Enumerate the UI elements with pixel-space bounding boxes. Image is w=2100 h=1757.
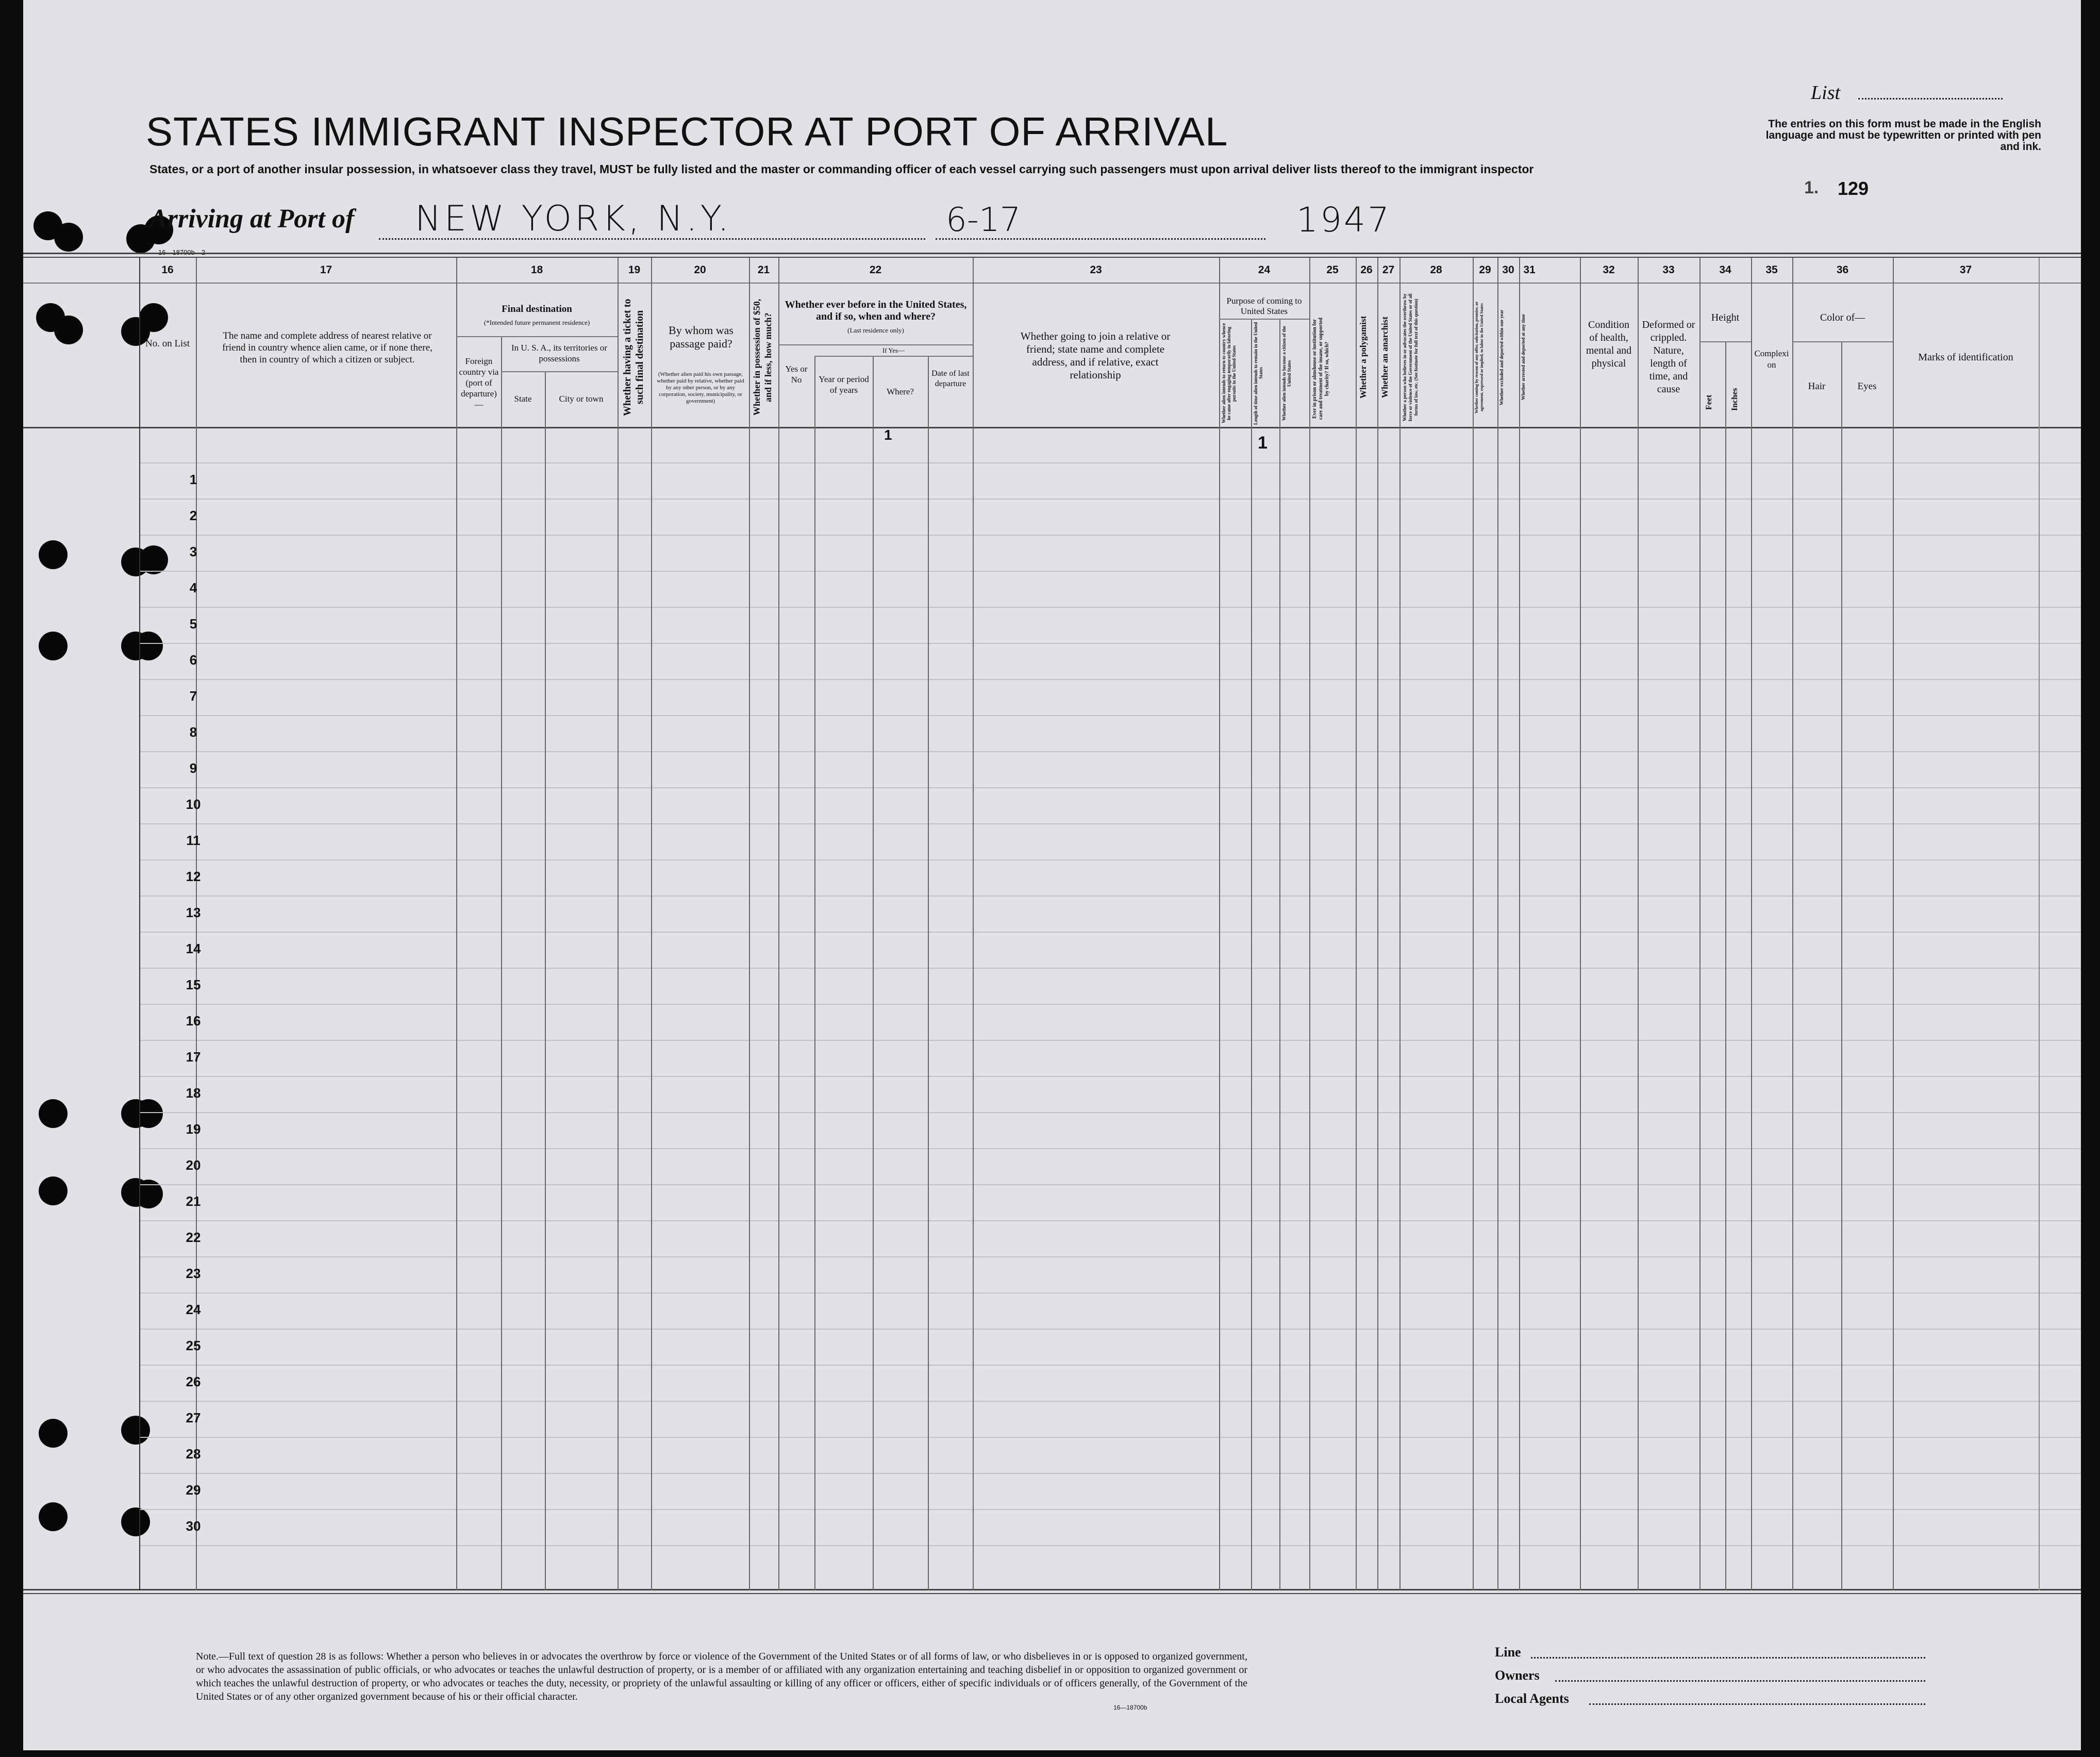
column-divider	[651, 258, 652, 1590]
col22-period: Year or period of years	[819, 374, 869, 395]
col27-label: Whether an anarchist	[1380, 316, 1390, 399]
col24-b: Length of time alien intends to remain in the United States	[1253, 322, 1263, 425]
punch-hole	[39, 1176, 68, 1205]
column-divider	[1399, 258, 1401, 1590]
colnum-20: 20	[694, 264, 706, 276]
colnum-22: 22	[869, 264, 882, 276]
row-number: 8	[189, 724, 197, 740]
punch-hole	[39, 1099, 68, 1128]
row-number: 2	[189, 508, 197, 523]
table-bottom-rule	[23, 1589, 2081, 1590]
colnum-34: 34	[1719, 264, 1731, 276]
row-number: 23	[186, 1266, 201, 1281]
row-number: 26	[186, 1374, 201, 1389]
row-rule	[139, 499, 2081, 500]
col20-note: (Whether alien paid his own passage, whether paid by relative, whether paid by any other person, or by any corporation, society, municipality, or government)	[657, 371, 744, 404]
col18-usa: In U. S. A., its territories or possessions	[511, 343, 608, 363]
row-rule	[139, 1004, 2081, 1005]
col24-label: Purpose of coming to United States	[1226, 296, 1302, 316]
row-rule	[139, 1112, 2081, 1113]
col18-foreign: Foreign country via (port of departure)—	[459, 356, 499, 409]
column-divider	[1377, 258, 1378, 1590]
subheader-rule	[501, 371, 618, 372]
colnum-31: 31	[1523, 264, 1536, 276]
sheet-number: 129	[1838, 178, 1869, 199]
table-top-rule	[23, 253, 2081, 254]
row-rule	[139, 1220, 2081, 1221]
stray-mark: 1	[1258, 433, 1268, 453]
col18-label: Final destination	[502, 304, 572, 314]
column-divider	[1356, 258, 1357, 1590]
column-divider	[1841, 341, 1842, 1590]
row-number: 18	[186, 1085, 201, 1101]
row-rule	[139, 859, 2081, 860]
col32-label: Condition of health, mental and physical	[1586, 319, 1632, 369]
header-bottom-rule	[23, 427, 2081, 428]
column-divider	[501, 336, 502, 1590]
row-rule	[139, 932, 2081, 933]
col26-label: Whether a polygamist	[1358, 316, 1368, 399]
row-number: 24	[186, 1302, 201, 1317]
row-number: 30	[186, 1518, 201, 1534]
col25-label: Ever in prison or almshouse or institution for care and treatment of the insane, or supported by charity? If so, which?	[1312, 318, 1330, 420]
manifest-sheet	[23, 0, 2081, 1757]
col36-hair: Hair	[1808, 381, 1826, 392]
row-rule	[139, 787, 2081, 788]
punch-hole	[134, 1099, 163, 1128]
column-divider	[1580, 258, 1581, 1590]
row-rule	[139, 968, 2081, 969]
punch-hole	[121, 1507, 150, 1536]
column-divider	[749, 258, 750, 1590]
column-divider	[928, 356, 929, 1590]
colnum-24: 24	[1258, 264, 1271, 276]
row-rule	[139, 1365, 2081, 1366]
footer-form-code: 16—18700b	[1113, 1704, 1147, 1711]
row-number: 21	[186, 1194, 201, 1209]
column-divider	[1699, 258, 1701, 1590]
col34-label: Height	[1711, 312, 1740, 323]
row-number: 11	[186, 833, 201, 848]
colnum-16: 16	[161, 264, 174, 276]
colnum-29: 29	[1479, 264, 1491, 276]
col36-label: Color of—	[1820, 312, 1865, 323]
instructions-note: The entries on this form must be made in the English language and must be typewritten or printed with pen and ink.	[1765, 118, 2041, 153]
col18-city: City or town	[559, 394, 604, 404]
column-divider	[1792, 258, 1793, 1590]
list-number-field	[1858, 88, 2003, 100]
stray-mark: 1	[884, 427, 892, 443]
punch-hole	[134, 632, 163, 660]
column-divider	[1751, 258, 1752, 1590]
row-number: 4	[189, 580, 197, 595]
row-number: 10	[186, 797, 201, 812]
row-rule	[139, 823, 2081, 824]
colnum-28: 28	[1430, 264, 1442, 276]
punch-hole	[54, 223, 83, 252]
col35-label: Complexion	[1754, 349, 1789, 370]
row-rule	[139, 1076, 2081, 1077]
owners-label: Owners	[1495, 1668, 1540, 1683]
row-rule	[139, 1545, 2081, 1546]
col18-state: State	[514, 394, 532, 404]
row-rule	[139, 1184, 2081, 1185]
column-divider	[1251, 319, 1252, 1590]
colnum-30: 30	[1502, 264, 1514, 276]
row-number: 20	[186, 1157, 201, 1173]
col22-label: Whether ever before in the United States, and if so, when and where?	[785, 299, 967, 322]
row-rule	[139, 1437, 2081, 1438]
row-rule	[139, 679, 2081, 680]
punch-hole	[39, 1502, 68, 1531]
row-rule	[139, 571, 2081, 572]
row-number: 25	[186, 1338, 201, 1353]
column-divider	[545, 371, 546, 1590]
colnum-36: 36	[1836, 264, 1849, 276]
col22-yes-no: Yes or No	[785, 364, 808, 385]
table-bottom-rule-2	[23, 1593, 2081, 1594]
colnum-27: 27	[1382, 264, 1395, 276]
row-rule	[139, 462, 2081, 463]
column-divider	[1893, 258, 1894, 1590]
footer-note: Note.—Full text of question 28 is as follows: Whether a person who believes in or advocates the overthrow by force or violence of the Government of the United States or of all forms of law, or who disbelieves in or is opposed to organized government, or who advocates the assassination of public officials, or who advocates or teaches the unlawful destruction of property, or is a member of or affiliated with any organization entertaining and teaching disbelief in or opposition to organized government or which teaches the unlawful destruction of property, or who advocates or teaches the duty, necessity, or propriety of the unlawful assaulting or killing of any officer or officers, either of specific individuals or of officers generally, of the Government of the United States or of any other organized government because of his or their official character.	[196, 1651, 1247, 1702]
row-rule	[139, 1256, 2081, 1257]
colnum-rule	[23, 283, 2081, 284]
row-rule	[139, 643, 2081, 644]
subheader-rule	[814, 356, 973, 357]
row-number: 27	[186, 1410, 201, 1426]
colnum-37: 37	[1959, 264, 1972, 276]
column-divider	[1279, 319, 1280, 1590]
row-number: 29	[186, 1482, 201, 1498]
form-title: STATES IMMIGRANT INSPECTOR AT PORT OF ARRIVAL	[146, 109, 1228, 154]
owners-field	[1555, 1672, 1925, 1682]
subheader-rule	[1219, 319, 1309, 320]
col19-label: Whether having a ticket to such final destination	[622, 299, 645, 416]
row-rule	[139, 715, 2081, 716]
column-divider	[1473, 258, 1474, 1590]
punch-hole	[139, 303, 168, 332]
colnum-23: 23	[1090, 264, 1102, 276]
column-divider	[1219, 258, 1220, 1590]
col22-date-dep: Date of last departure	[931, 369, 970, 388]
colnum-25: 25	[1326, 264, 1339, 276]
col34-inches: Inches	[1730, 388, 1739, 411]
column-divider	[1519, 258, 1520, 1590]
column-divider	[618, 258, 619, 1590]
colnum-19: 19	[628, 264, 641, 276]
row-rule	[139, 1148, 2081, 1149]
column-divider	[456, 258, 457, 1590]
punch-hole	[54, 316, 83, 344]
arriving-label: Arriving at Port of	[149, 204, 355, 234]
row-number: 28	[186, 1446, 201, 1462]
column-divider	[1497, 258, 1498, 1590]
row-number: 5	[189, 616, 197, 632]
row-number: 12	[186, 869, 201, 884]
column-divider	[1309, 258, 1310, 1590]
row-number: 19	[186, 1121, 201, 1137]
punch-hole	[39, 632, 68, 660]
year-handwritten: 1947	[1296, 200, 1391, 240]
row-rule	[139, 607, 2081, 608]
row-number: 17	[186, 1049, 201, 1065]
punch-hole	[39, 1419, 68, 1448]
sheet-prefix: 1.	[1804, 178, 1819, 197]
row-rule	[139, 1509, 2081, 1510]
row-number: 3	[189, 544, 197, 559]
subheader-rule	[778, 344, 973, 345]
colnum-26: 26	[1360, 264, 1373, 276]
row-rule	[139, 1473, 2081, 1474]
col30-label: Whether excluded and deported within one year	[1499, 309, 1504, 405]
col36-eyes: Eyes	[1857, 381, 1877, 392]
col24-c: Whether alien intends to become a citizen of the United States	[1281, 326, 1292, 421]
subheader-rule	[1792, 341, 1893, 342]
punch-hole	[139, 545, 168, 574]
colnum-33: 33	[1662, 264, 1675, 276]
agents-label: Local Agents	[1495, 1691, 1569, 1706]
column-divider	[1638, 258, 1639, 1590]
column-divider	[196, 258, 197, 1590]
column-divider	[973, 258, 974, 1590]
col17-label: The name and complete address of nearest relative or friend in country whence alien came, or if none there, then in country of which a citizen or subject.	[222, 330, 432, 365]
punch-hole	[39, 540, 68, 569]
col18-note: (*Intended future permanent residence)	[484, 319, 590, 326]
row-rule	[139, 1329, 2081, 1330]
col22-where: Where?	[887, 387, 914, 396]
row-rule	[139, 751, 2081, 752]
colnum-32: 32	[1603, 264, 1615, 276]
column-divider	[778, 258, 779, 1590]
colnum-18: 18	[530, 264, 543, 276]
colnum-21: 21	[757, 264, 770, 276]
colnum-17: 17	[320, 264, 332, 276]
line-field	[1531, 1649, 1925, 1659]
row-number: 6	[189, 652, 197, 668]
port-handwritten: NEW YORK, N.Y.	[415, 198, 732, 239]
table-top-rule-2	[23, 257, 2081, 258]
line-label: Line	[1495, 1645, 1521, 1660]
form-subtitle: States, or a port of another insular possession, in whatsoever class they travel, MUST be fully listed and the master or commanding officer of each vessel carrying such passengers must upon arrival deliver lists thereof to the immigrant inspector	[149, 162, 1534, 176]
column-divider	[814, 356, 815, 1590]
col22-note: (Last residence only)	[847, 326, 904, 334]
punch-hole	[121, 1416, 150, 1445]
column-divider	[873, 356, 874, 1590]
list-label: List	[1811, 82, 1841, 104]
col37-label: Marks of identification	[1918, 352, 2013, 363]
agents-field	[1589, 1695, 1925, 1705]
row-rule	[139, 535, 2081, 536]
subheader-rule	[1699, 341, 1751, 342]
row-number: 13	[186, 905, 201, 920]
row-number: 15	[186, 977, 201, 992]
col28-label: Whether a person who believes in or advocates the overthrow by force or violence of the Government of the United States or of all forms of law, etc. (See footnote for full text of this question)	[1402, 293, 1419, 421]
row-number: 22	[186, 1230, 201, 1245]
row-number: 14	[186, 941, 201, 956]
row-rule	[139, 1040, 2081, 1041]
date-handwritten: 6-17	[946, 201, 1021, 239]
col20-label: By whom was passage paid?	[669, 324, 734, 350]
column-divider	[2039, 258, 2040, 1590]
col23-label: Whether going to join a relative or friend; state name and complete address, and if relative, exact relationship	[1020, 330, 1171, 381]
row-rule	[139, 1292, 2081, 1294]
row-rule	[139, 1401, 2081, 1402]
colnum-35: 35	[1765, 264, 1778, 276]
column-divider	[139, 258, 140, 1590]
row-rule	[139, 896, 2081, 897]
col24-a: Whether alien intends to return to country whence he came after engaging temporarily in laboring pursuits in the United States	[1221, 323, 1237, 424]
scan-edge	[23, 1750, 2081, 1757]
row-number: 16	[186, 1013, 201, 1029]
col29-label: Whether coming by reason of any offer, solicitation, promise, or agreement, expressed or implied, to labor in the United States	[1474, 301, 1484, 413]
col34-feet: Feet	[1705, 394, 1713, 410]
col16-label: No. on List	[145, 338, 190, 349]
col22-if-yes: If Yes—	[882, 346, 905, 354]
col31-label: Whether arrested and deported at any time	[1521, 314, 1526, 401]
col33-label: Deformed or crippled. Nature, length of time, and cause	[1642, 319, 1695, 395]
col21-label: Whether in possession of $50, and if less, how much?	[752, 299, 773, 416]
subheader-rule	[456, 336, 618, 337]
row-number: 1	[189, 472, 197, 487]
column-divider	[1725, 341, 1726, 1590]
row-number: 7	[189, 688, 197, 704]
row-number: 9	[189, 760, 197, 776]
